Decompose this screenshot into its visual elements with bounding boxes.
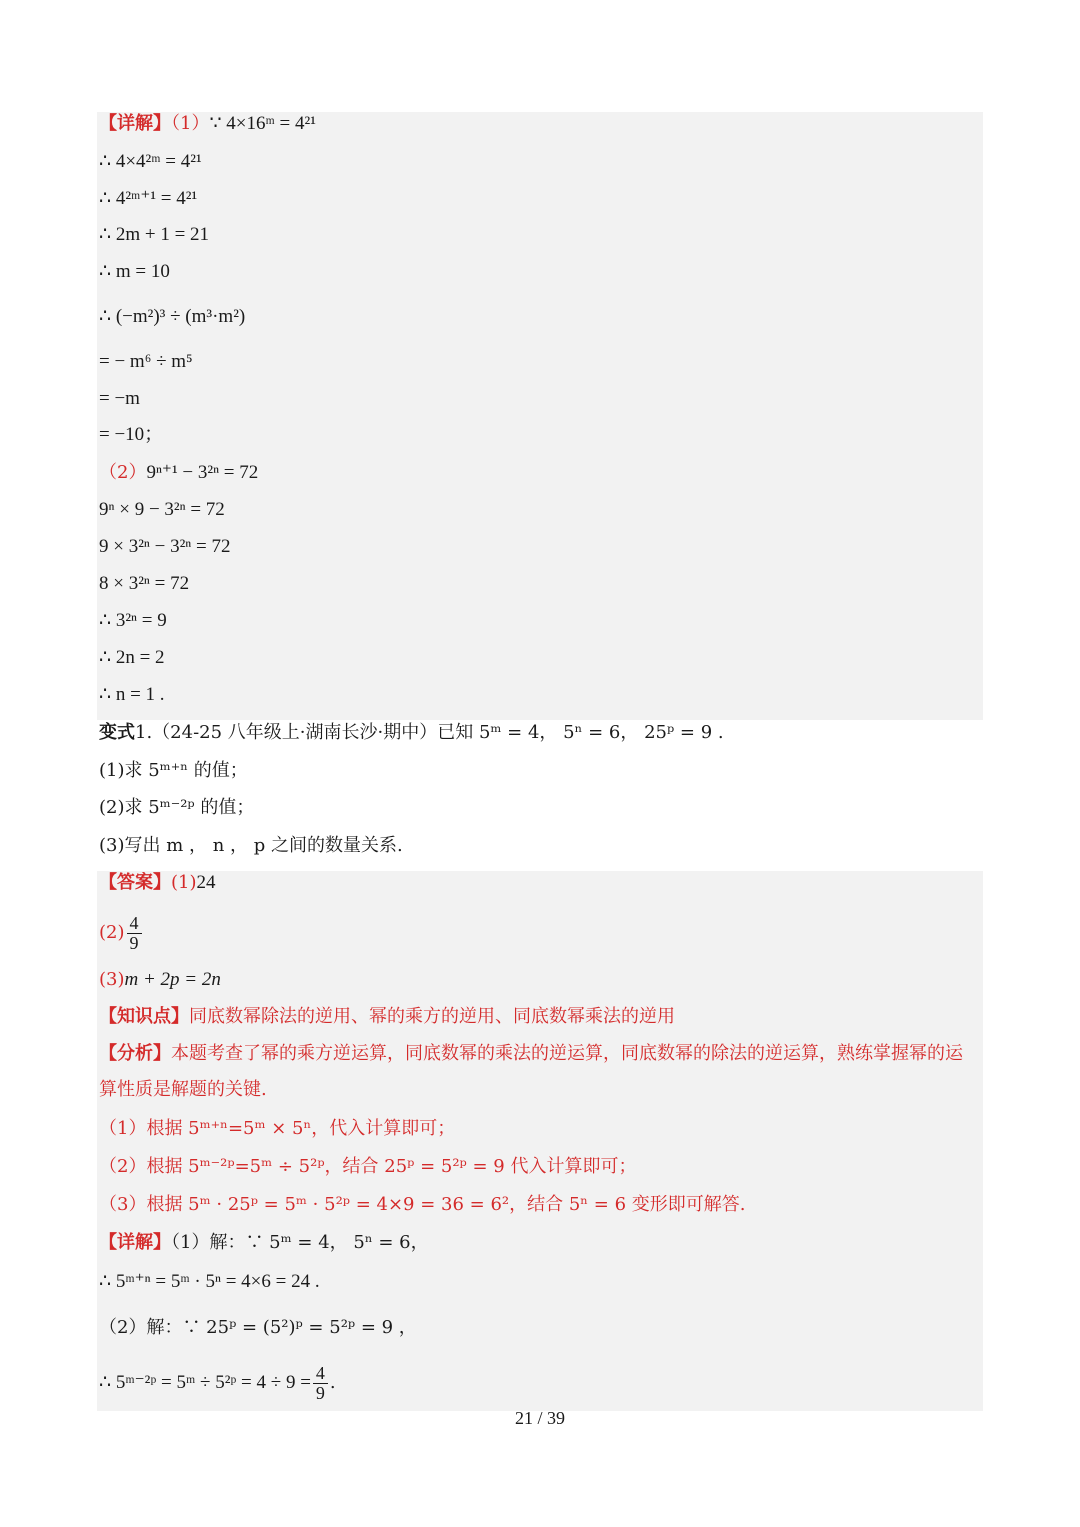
variant-label: 变式 [99,722,135,743]
equation: 9ⁿ × 9 − 3²ⁿ = 72 [99,499,225,520]
equation: ∴ 3²ⁿ = 9 [99,610,167,631]
detail-tag: 【详解】 [99,1232,171,1253]
analysis-step-1: （1）根据 5ᵐ⁺ⁿ=5ᵐ × 5ⁿ，代入计算即可； [99,1118,456,1139]
equation: ∵ 4×16ᵐ = 4²¹ [209,113,316,134]
analysis-tag: 【分析】 [99,1043,171,1064]
answer-value: 24 [196,872,216,893]
knowledge-line [99,999,675,1035]
detail2-line-1 [99,1225,429,1261]
answer-label: (3) [99,969,125,990]
equation: ∴ m = 10 [99,261,170,282]
question-3: (3)写出 m ， n ， p 之间的数量关系. [99,835,403,856]
equation: ∴ 5ᵐ⁻²ᵖ = 5ᵐ ÷ 5²ᵖ = 4 ÷ 9 = [99,1372,311,1393]
detail1-part2 [99,455,258,491]
fraction-numerator: 4 [127,914,142,934]
fraction-denominator: 9 [315,1382,325,1403]
variant-question [99,715,724,751]
page-number: 21 / 39 [514,1408,565,1428]
equation: = −10； [99,424,164,445]
equation: ∴ 5ᵐ⁺ⁿ = 5ᵐ · 5ⁿ = 4×6 = 24 . [99,1271,320,1292]
detail2-line-4 [99,1360,336,1406]
answer-line-2 [99,910,144,956]
analysis-paragraph [99,1036,979,1108]
equation: ∴ 4×4²ᵐ = 4²¹ [99,151,202,172]
analysis-step-2: （2）根据 5ᵐ⁻²ᵖ=5ᵐ ÷ 5²ᵖ，结合 25ᵖ = 5²ᵖ = 9 代入计算即可； [99,1156,637,1177]
answer-line-3 [99,962,221,998]
detail2-line-3: （2）解：∵ 25ᵖ = (5²)ᵖ = 5²ᵖ = 9 ， [99,1317,417,1338]
answer-fraction [127,914,142,953]
equation: 8 × 3²ⁿ = 72 [99,573,190,594]
equation: ∴ n = 1 . [99,684,165,705]
part-label: （2） [99,462,147,483]
equation: ∴ (−m²)³ ÷ (m³·m²) [99,306,246,327]
knowledge-text: 同底数幂除法的逆用、幂的乘方的逆用、同底数幂乘法的逆用 [189,1006,675,1027]
analysis-step-3: （3）根据 5ᵐ · 25ᵖ = 5ᵐ · 5²ᵖ = 4×9 = 36 = 6²，结合 5ⁿ = 6 变形即可解答. [99,1194,746,1215]
answer-label: (2) [99,922,125,943]
variant-text: 1.（24-25 八年级上·湖南长沙·期中）已知 5ᵐ = 4， 5ⁿ = 6， 25ᵖ = 9 . [135,722,724,743]
period: . [329,1372,336,1393]
question-2: (2)求 5ᵐ⁻²ᵖ 的值； [99,797,255,818]
part-label: （1） [171,113,210,134]
fraction-denominator: 9 [129,932,139,953]
equation: 9 × 3²ⁿ − 3²ⁿ = 72 [99,536,231,557]
equation: = −m [99,388,140,409]
answer-label: (1) [171,872,197,893]
equation: 9ⁿ⁺¹ − 3²ⁿ = 72 [146,462,259,483]
detail1-line-1 [99,106,316,142]
fraction-numerator: 4 [313,1364,328,1384]
solution-block-1 [97,112,983,720]
equation: ∴ 4²ᵐ⁺¹ = 4²¹ [99,188,198,209]
knowledge-tag: 【知识点】 [99,1006,189,1027]
analysis-text: 本题考查了幂的乘方逆运算，同底数幂的乘法的逆运算，同底数幂的除法的逆运算，熟练掌握幂的运算性质是解题的关键. [99,1043,963,1100]
answer-value: m + 2p = 2n [124,969,221,990]
equation: ∴ 2m + 1 = 21 [99,224,210,245]
question-1: (1)求 5ᵐ⁺ⁿ 的值； [99,760,248,781]
equation: ∴ 2n = 2 [99,647,165,668]
result-fraction [313,1364,328,1403]
detail-tag: 【详解】 [99,113,171,134]
detail-text: （1）解：∵ 5ᵐ = 4， 5ⁿ = 6， [171,1232,429,1253]
answer-tag: 【答案】 [99,872,171,893]
equation: = − m⁶ ÷ m⁵ [99,351,193,372]
answer-line-1 [99,865,216,901]
